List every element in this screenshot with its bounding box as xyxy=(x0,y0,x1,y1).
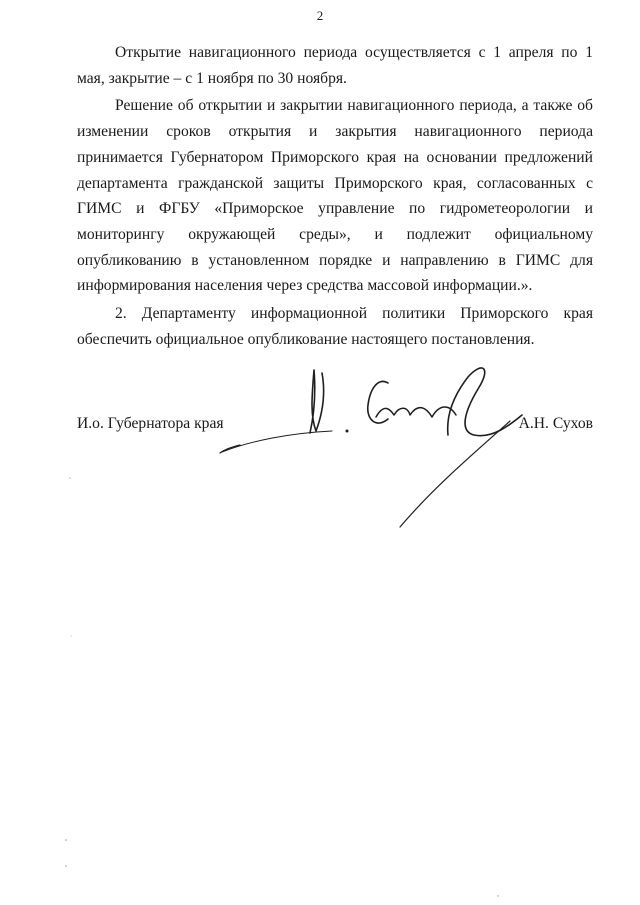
paragraph-navigation-decision: Решение об открытии и закрытии навигационного периода, а также об изменении сроков открытия и закрытия навигационного периода принимается Губернатором Приморского края на основании предложений департамента гражданской защиты Приморского края, согласованных с ГИМС и ФГБУ «Приморское управление по гидрометеорологии и мониторингу окружающей среды», и подлежит официальному опубликованию в установленном порядке и направлению в ГИМС для информирования населения через средства массовой информации.». xyxy=(77,97,593,295)
signatory-name: А.Н. Сухов xyxy=(518,415,593,432)
paragraph-navigation-dates: Открытие навигационного периода осуществляется с 1 апреля по 1 мая, закрытие – с 1 ноября по 30 ноября. xyxy=(77,44,593,87)
signatory-position: И.о. Губернатора края xyxy=(77,415,224,432)
paragraph-publication-order: 2. Департаменту информационной политики Приморского края обеспечить официальное опубликование настоящего постановления. xyxy=(77,305,593,348)
page-number: 2 xyxy=(316,8,324,23)
